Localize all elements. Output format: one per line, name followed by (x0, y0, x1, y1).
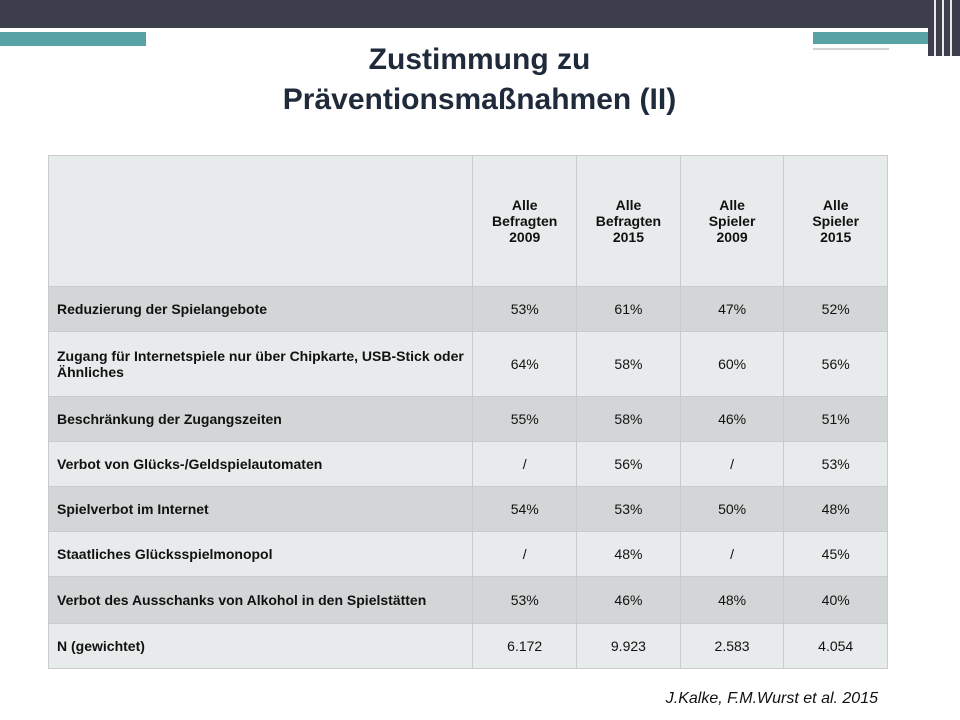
table-cell: 61% (577, 287, 681, 332)
slide-title (146, 40, 813, 120)
table-cell: 50% (680, 487, 784, 532)
top-decorative-bar (0, 0, 928, 28)
table-row (49, 287, 888, 332)
accent-stripe-left (0, 32, 146, 46)
header-line: Befragten (492, 213, 558, 229)
table-cell: / (473, 442, 577, 487)
table-cell: 64% (473, 332, 577, 397)
table-cell: / (680, 532, 784, 577)
table-cell: / (473, 532, 577, 577)
table-cell: 52% (784, 287, 888, 332)
table-cell: 48% (577, 532, 681, 577)
row-label: Beschränkung der Zugangszeiten (49, 397, 473, 442)
header-line: 2009 (509, 229, 541, 245)
header-line: 2015 (612, 229, 644, 245)
table-cell: 40% (784, 577, 888, 624)
table-cell: 56% (784, 332, 888, 397)
header-col-1 (473, 156, 577, 287)
table-cell: 2.583 (680, 624, 784, 669)
row-label: Spielverbot im Internet (49, 487, 473, 532)
table-cell: 4.054 (784, 624, 888, 669)
title-line-2: Präventionsmaßnahmen (II) (282, 83, 677, 116)
header-col-3 (680, 156, 784, 287)
header-line: Spieler (812, 213, 860, 229)
right-edge-decoration (928, 0, 960, 56)
table-cell: 58% (577, 332, 681, 397)
citation: J.Kalke, F.M.Wurst et al. 2015 (665, 690, 878, 707)
table-cell: 47% (680, 287, 784, 332)
table-cell: 53% (473, 287, 577, 332)
header-blank-cell (49, 156, 473, 287)
table-cell: 58% (577, 397, 681, 442)
table-cell: 48% (680, 577, 784, 624)
table-cell: 45% (784, 532, 888, 577)
table-row (49, 487, 888, 532)
table-row (49, 532, 888, 577)
table-row (49, 442, 888, 487)
table-row (49, 397, 888, 442)
table-cell: 56% (577, 442, 681, 487)
row-label: Reduzierung der Spielangebote (49, 287, 473, 332)
table-cell: 60% (680, 332, 784, 397)
table-cell: / (680, 442, 784, 487)
prevention-table (48, 155, 888, 669)
header-line: Alle (615, 197, 642, 213)
table-cell: 46% (577, 577, 681, 624)
table-cell: 51% (784, 397, 888, 442)
row-label: N (gewichtet) (49, 624, 473, 669)
header-line: 2015 (820, 229, 852, 245)
table-cell: 55% (473, 397, 577, 442)
table-row (49, 577, 888, 624)
table-cell: 53% (784, 442, 888, 487)
table-cell: 53% (577, 487, 681, 532)
table-cell: 6.172 (473, 624, 577, 669)
header-line: Alle (511, 197, 538, 213)
row-label: Zugang für Internetspiele nur über Chipkarte, USB-Stick oder Ähnliches (49, 332, 473, 397)
header-line: Befragten (595, 213, 662, 229)
header-line: Alle (822, 197, 849, 213)
header-line: Alle (719, 197, 745, 213)
accent-line-right (813, 48, 889, 50)
header-line: 2009 (716, 229, 748, 245)
accent-stripe-right (813, 32, 928, 44)
title-line-1: Zustimmung zu (368, 43, 591, 76)
table-row (49, 624, 888, 669)
table-cell: 48% (784, 487, 888, 532)
table-header-row (49, 156, 888, 287)
table-cell: 54% (473, 487, 577, 532)
header-line: Spieler (708, 213, 756, 229)
table-cell: 53% (473, 577, 577, 624)
header-col-4 (784, 156, 888, 287)
row-label: Verbot von Glücks-/Geldspielautomaten (49, 442, 473, 487)
row-label: Staatliches Glücksspielmonopol (49, 532, 473, 577)
table-cell: 9.923 (577, 624, 681, 669)
table-cell: 46% (680, 397, 784, 442)
row-label: Verbot des Ausschanks von Alkohol in den Spielstätten (49, 577, 473, 624)
table-row (49, 332, 888, 397)
header-col-2 (577, 156, 681, 287)
